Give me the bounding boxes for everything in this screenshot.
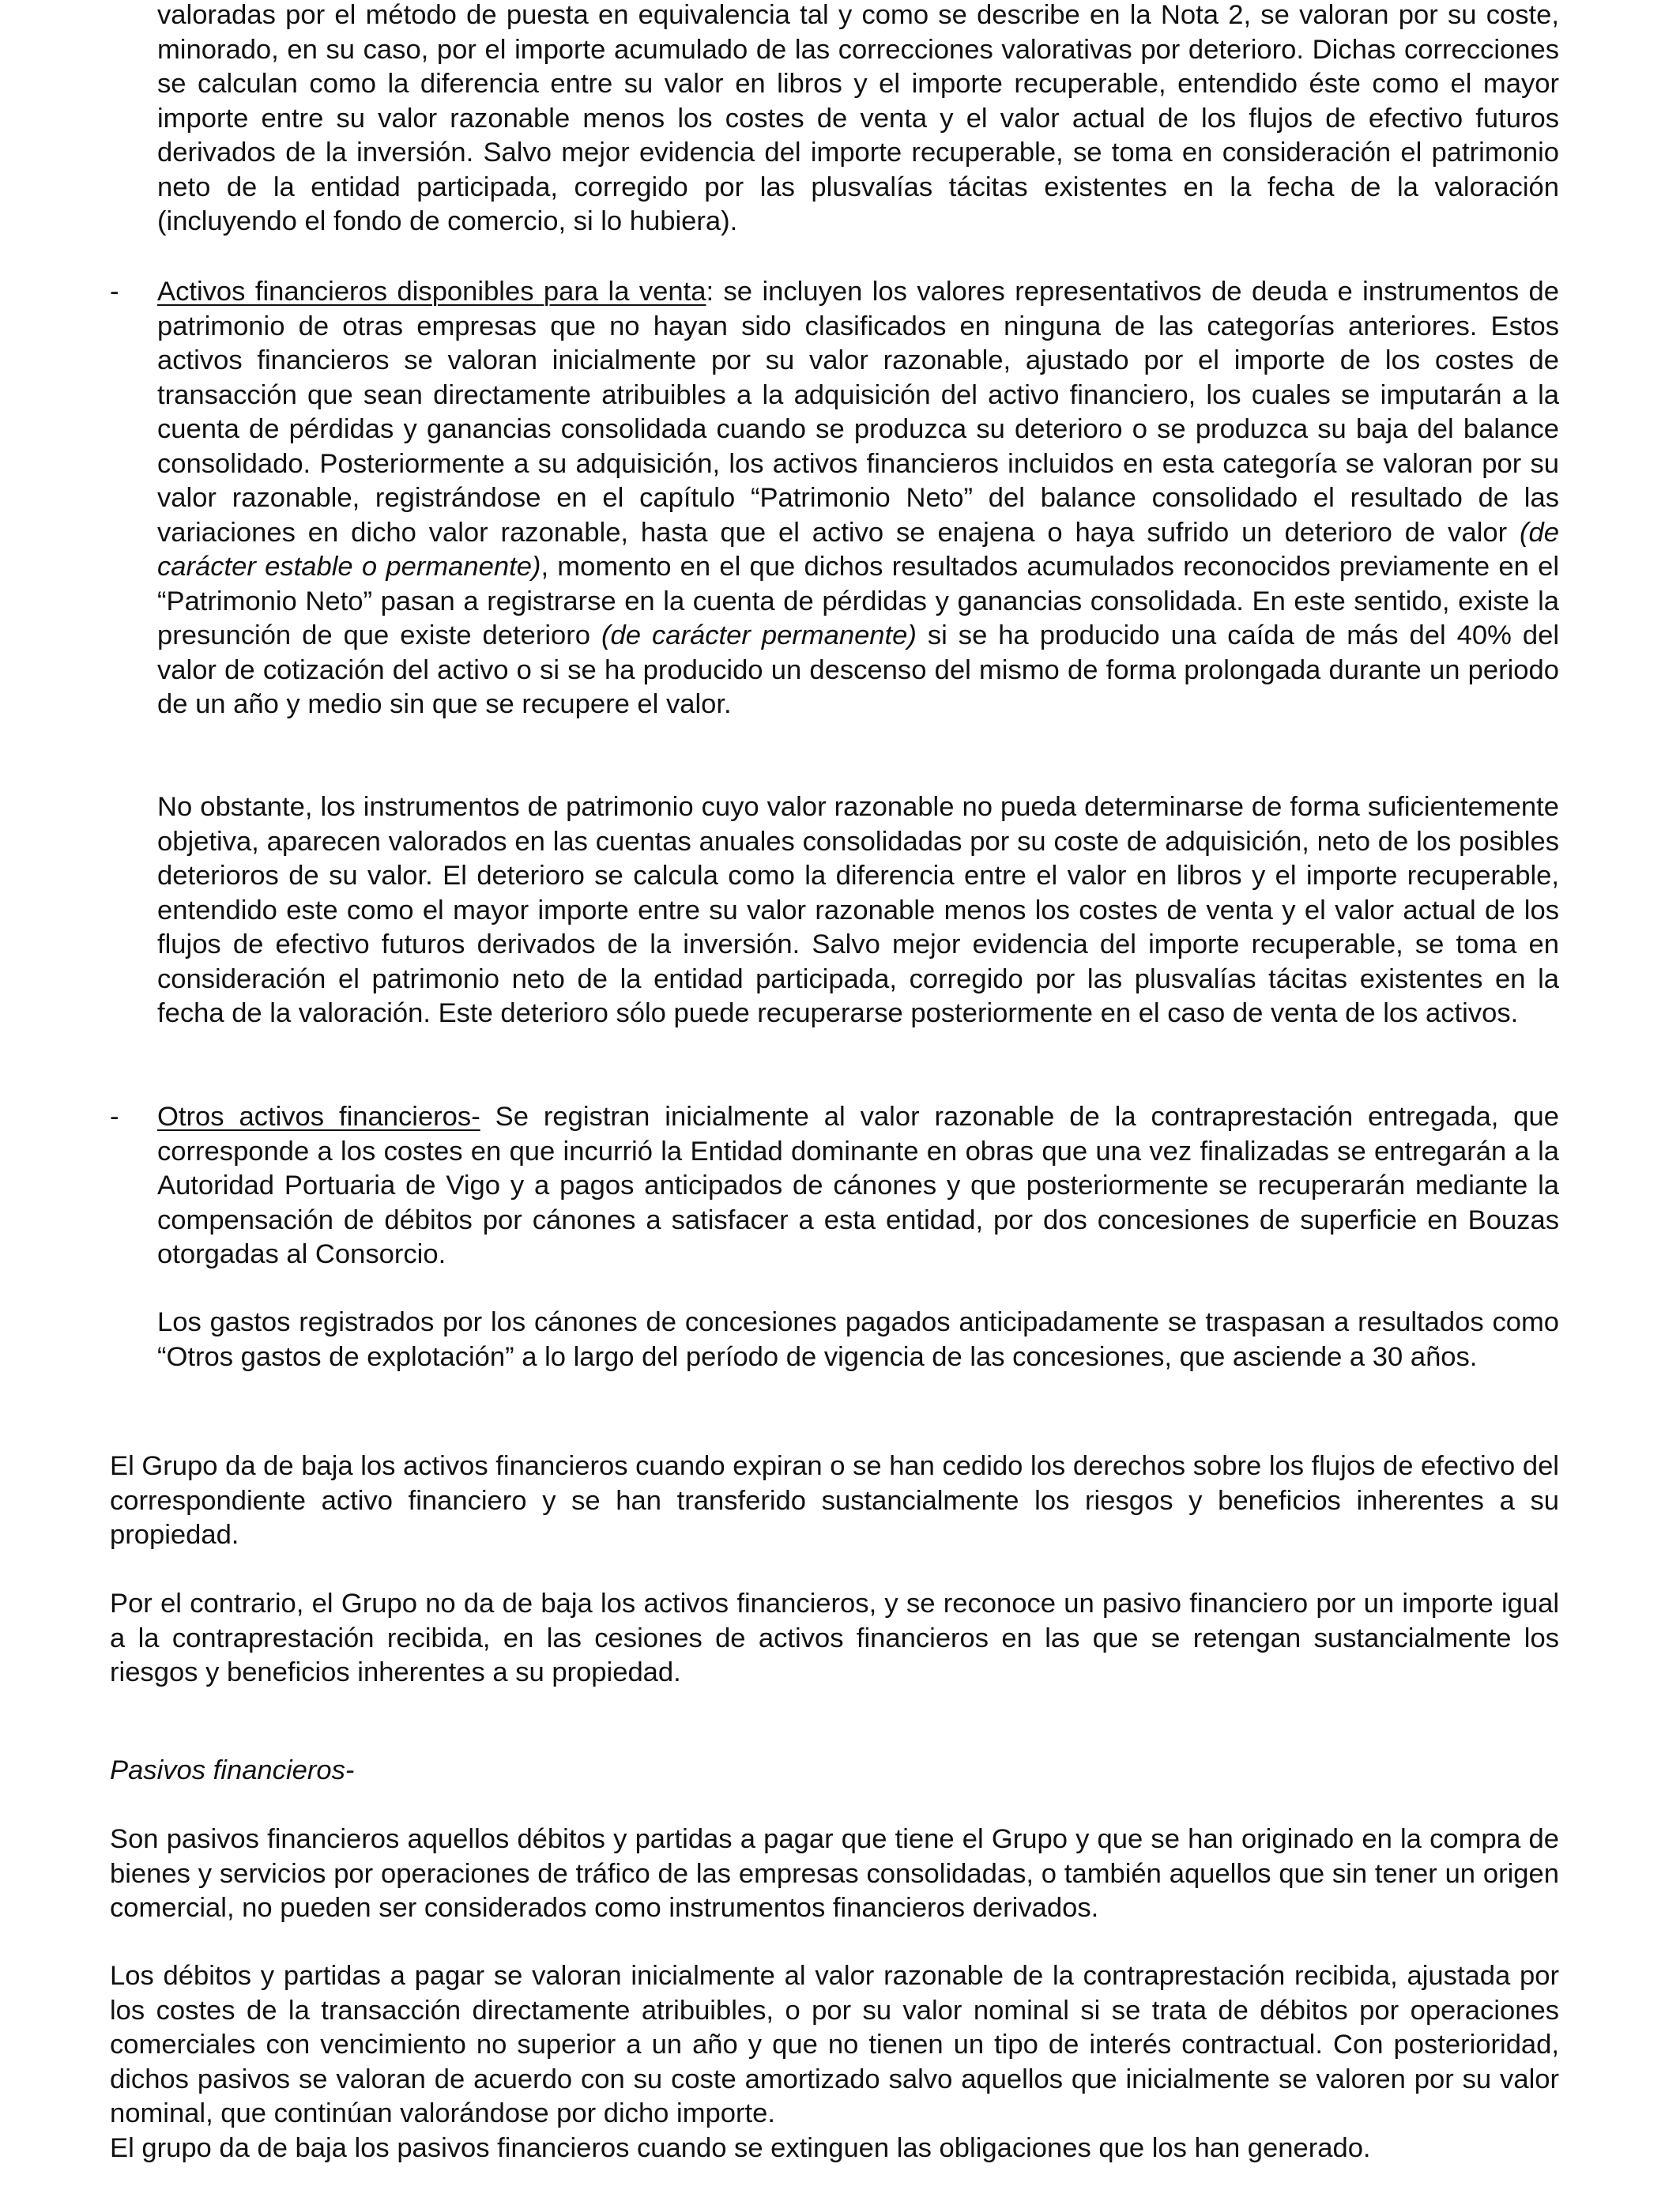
paragraph-non-derecognition: Por el contrario, el Grupo no da de baja los activos financieros, y se reconoce un pasivo financiero por un importe igual a la contraprestación recibida, en las cesiones de activos financieros en las que se retengan sustancialmente los riesgos y beneficios inherentes a su propiedad. — [110, 1589, 1559, 1687]
paragraph-derecognition: El Grupo da de baja los activos financieros cuando expiran o se han cedido los derechos sobre los flujos de efectivo del correspondiente activo financiero y se han transferido sustancialmente los riesgos y beneficios inherentes a su propiedad. — [110, 1451, 1559, 1550]
bullet-title: Activos financieros disponibles para la venta — [157, 277, 706, 307]
paragraph-equity-instruments: No obstante, los instrumentos de patrimonio cuyo valor razonable no pueda determinarse de forma suficientemente objetiva, aparecen valorados en las cuentas anuales consolidadas por su coste de adquisición, neto de los posibles deterioros de su valor. El deterioro se calcula como la diferencia entre el valor en libros y el importe recuperable, entendido este como el mayor importe entre su valor razonable menos los costes de venta y el valor actual de los flujos de efectivo futuros derivados de la inversión. Salvo mejor evidencia del importe recuperable, se toma en consideración el patrimonio neto de la entidad participada, corregido por las plusvalías tácitas existentes en la fecha de la valoración. Este deterioro sólo puede recuperarse posteriormente en el caso de venta de los activos. — [157, 792, 1559, 1028]
paragraph-liabilities-valuation: Los débitos y partidas a pagar se valoran inicialmente al valor razonable de la contraprestación recibida, ajustada por los costes de la transacción directamente atribuibles, o por su valor nominal si se trata de débitos por operaciones comerciales con vencimiento no superior a un año y que no tienen un tipo de interés contractual. Con posterioridad, dichos pasivos se valoran de acuerdo con su coste amortizado salvo aquellos que inicialmente se valoren por su valor nominal, que continúan valorándose por dicho importe. — [110, 1961, 1559, 2128]
italic-note: (de carácter estable o permanente) — [157, 517, 1559, 582]
bullet-text: Se registran inicialmente al valor razonable de la contraprestación entregada, que corresponde a los costes en que incurrió la Entidad dominante en obras que una vez finalizadas se entregarán a la Autoridad Portuaria de Vigo y a pagos anticipados de cánones y que posteriormente se recuperarán mediante la compensación de débitos por cánones a satisfacer a esta entidad, por dos concesiones de superficie en Bouzas otorgadas al Consorcio. — [157, 1102, 1559, 1269]
paragraph-concession-fees: Los gastos registrados por los cánones de concesiones pagados anticipadamente se traspasan a resultados como “Otros gastos de explotación” a lo largo del período de vigencia de las concesiones, que asciende a 30 años. — [157, 1307, 1559, 1372]
bullet-text: si se ha producido una caída de más del 40% del valor de cotización del activo o si se ha producido un descenso del mismo de forma prolongada durante un periodo de un año y medio sin que se recupere el valor. — [157, 620, 1559, 719]
bullet-text: : se incluyen los valores representativos de deuda e instrumentos de patrimonio de otras empresas que no hayan sido clasificados en ninguna de las categorías anteriores. Estos activos financieros se valoran inicialmente por su valor razonable, ajustado por el importe de los costes de transacción que sean directamente atribuibles a la adquisición del activo financiero, los cuales se imputarán a la cuenta de pérdidas y ganancias consolidada cuando se produzca su deterioro o se produzca su baja del balance consolidado. Posteriormente a su adquisición, los activos financieros incluidos en esta categoría se valoran por su valor razonable, registrándose en el capítulo “Patrimonio Neto” del balance consolidado el resultado de las variaciones en dicho valor razonable, hasta que el activo se enajena o haya sufrido un deterioro de valor — [157, 277, 1559, 548]
section-heading-financial-liabilities: Pasivos financieros- — [110, 1755, 355, 1785]
bullet-text: , momento en el que dichos resultados acumulados reconocidos previamente en el “Patrimonio Neto” pasan a registrarse en la cuenta de pérdidas y ganancias consolidada. En este sentido, existe la presunción de que existe deterioro — [157, 552, 1559, 650]
bullet-other-financial-assets — [157, 1100, 1559, 1272]
bullet-available-for-sale — [157, 275, 1559, 722]
bullet-dash: - — [110, 1102, 119, 1132]
paragraph-associates-valuation: valoradas por el método de puesta en equivalencia tal y como se describe en la Nota 2, se valoran por su coste, minorado, en su caso, por el importe acumulado de las correcciones valorativas por deterioro. Dichas correcciones se calculan como la diferencia entre su valor en libros y el importe recuperable, entendido éste como el mayor importe entre su valor razonable menos los costes de venta y el valor actual de los flujos de efectivo futuros derivados de la inversión. Salvo mejor evidencia del importe recuperable, se toma en consideración el patrimonio neto de la entidad participada, corregido por las plusvalías tácitas existentes en la fecha de la valoración (incluyendo el fondo de comercio, si lo hubiera). — [157, 0, 1559, 236]
paragraph-liabilities-derecognition: El grupo da de baja los pasivos financieros cuando se extinguen las obligaciones que los han generado. — [110, 2133, 1371, 2163]
bullet-dash: - — [110, 277, 119, 307]
italic-note: (de carácter permanente) — [601, 620, 917, 650]
paragraph-liabilities-definition: Son pasivos financieros aquellos débitos y partidas a pagar que tiene el Grupo y que se han originado en la compra de bienes y servicios por operaciones de tráfico de las empresas consolidadas, o también aquellos que sin tener un origen comercial, no pueden ser considerados como instrumentos financieros derivados. — [110, 1824, 1559, 1923]
bullet-title: Otros activos financieros- — [157, 1102, 480, 1132]
